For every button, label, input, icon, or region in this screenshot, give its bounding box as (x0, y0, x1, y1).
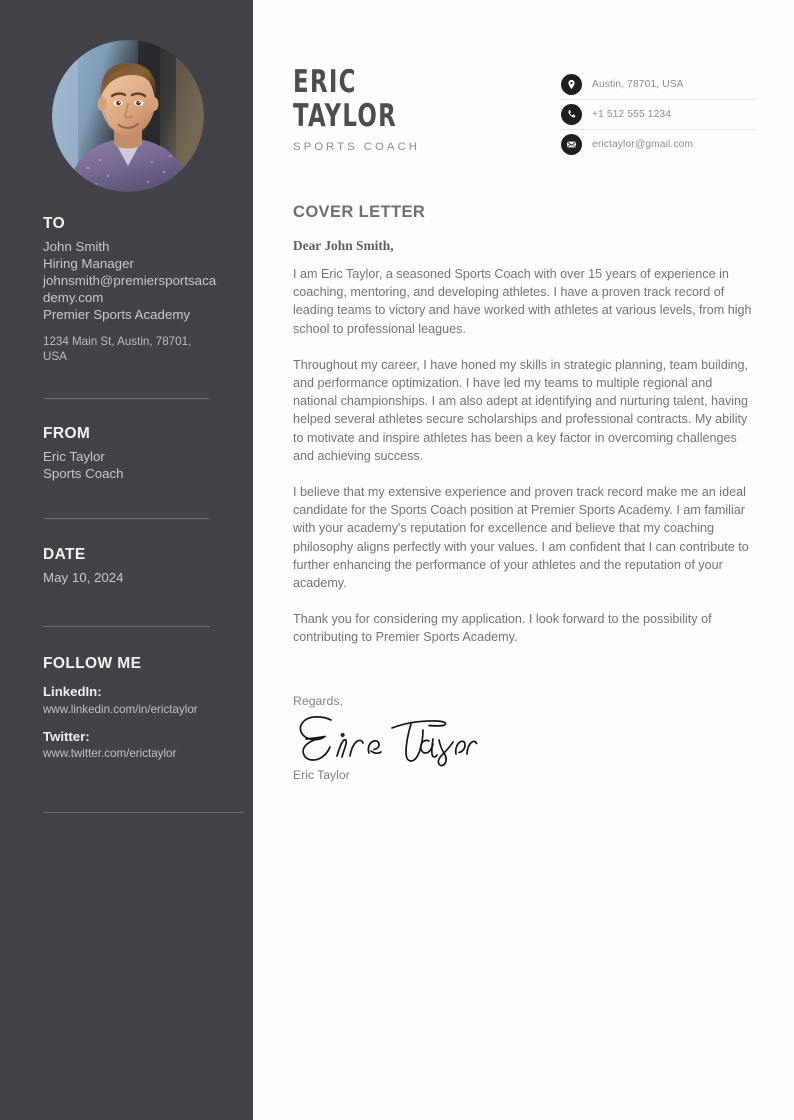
from-sender-title: Sports Coach (43, 465, 124, 481)
signature-name: Eric Taylor (293, 768, 350, 782)
follow-heading: FOLLOW ME (43, 655, 142, 672)
date-heading: DATE (43, 546, 86, 563)
letter-main (253, 0, 794, 1120)
phone-icon (561, 104, 582, 125)
first-name: ERIC (293, 64, 357, 100)
sidebar-divider-1 (43, 398, 210, 399)
to-recipient-address: 1234 Main St, Austin, 78701, USA (43, 334, 192, 363)
letter-paragraph: I believe that my extensive experience and proven track record make me an ideal candidate for the Sports Coach position at Premier Sports Academy. I am familiar with your academy's reputation for excellence and believe that my coaching philosophy aligns perfectly with your values. I am confident that I can contribute to further enhancing the performance of your athletes and the reputation of your academy. (293, 485, 749, 591)
contact-row-email (561, 130, 756, 159)
closing-word: Regards, (293, 694, 343, 708)
linkedin-url[interactable]: www.linkedin.com/in/erictaylor (43, 702, 198, 716)
name-block (293, 65, 420, 153)
letter-paragraph: Throughout my career, I have honed my skills in strategic planning, team building, and performance optimization. I have led my teams to multiple regional and national championships. I am also adept at identifying and nurturing talent, having helped several athletes secure scholarships and professional contracts. My ability to motivate and inspire athletes has been a key factor in overcoming challenges and achieving success. (293, 357, 749, 463)
to-recipient-title: Hiring Manager (43, 255, 134, 271)
envelope-icon (561, 134, 582, 155)
linkedin-label: LinkedIn: (43, 684, 102, 700)
from-heading: FROM (43, 425, 91, 442)
to-recipient-name: John Smith (43, 239, 110, 255)
avatar (52, 40, 204, 192)
contact-list (561, 70, 756, 159)
contact-phone-value: +1 512 555 1234 (592, 109, 672, 120)
sidebar-divider-2 (43, 518, 210, 519)
contact-row-phone (561, 100, 756, 130)
twitter-label: Twitter: (43, 728, 90, 744)
from-sender-name: Eric Taylor (43, 449, 105, 465)
twitter-url[interactable]: www.twitter.com/erictaylor (43, 747, 177, 761)
job-role: SPORTS COACH (293, 141, 420, 153)
sidebar-section-follow (43, 655, 218, 762)
sidebar-divider-3 (43, 626, 210, 627)
to-recipient-email: johnsmith@premiersportsacademy.com (43, 272, 217, 305)
letter-paragraph: Thank you for considering my application. I look forward to the possibility of contributing to Premier Sports Academy. (293, 612, 712, 645)
location-pin-icon (561, 74, 582, 95)
to-heading: TO (43, 215, 66, 232)
letter-body (293, 238, 755, 647)
last-name: TAYLOR (293, 98, 398, 134)
contact-email-value: erictaylor@gmail.com (592, 139, 694, 150)
to-recipient-company: Premier Sports Academy (43, 306, 191, 322)
sidebar-section-from (43, 425, 218, 483)
profile-photo-image (52, 40, 204, 192)
contact-location-value: Austin, 78701, USA (592, 79, 684, 90)
sidebar-divider-4 (43, 812, 243, 813)
letter-paragraph: I am Eric Taylor, a seasoned Sports Coach with over 15 years of experience in coaching, mentoring, and developing athletes. I have a proven track record of leading teams to victory and have worked with athletes at various levels, from high school to professional leagues. (293, 267, 752, 336)
sidebar-section-date (43, 546, 218, 587)
sidebar (0, 0, 253, 1120)
signature-image (293, 712, 593, 768)
page-title: COVER LETTER (293, 203, 426, 221)
date-value: May 10, 2024 (43, 570, 124, 586)
contact-row-location (561, 70, 756, 100)
salutation: Dear John Smith, (293, 238, 394, 253)
letter-closing (293, 694, 593, 782)
sidebar-section-to (43, 215, 218, 364)
